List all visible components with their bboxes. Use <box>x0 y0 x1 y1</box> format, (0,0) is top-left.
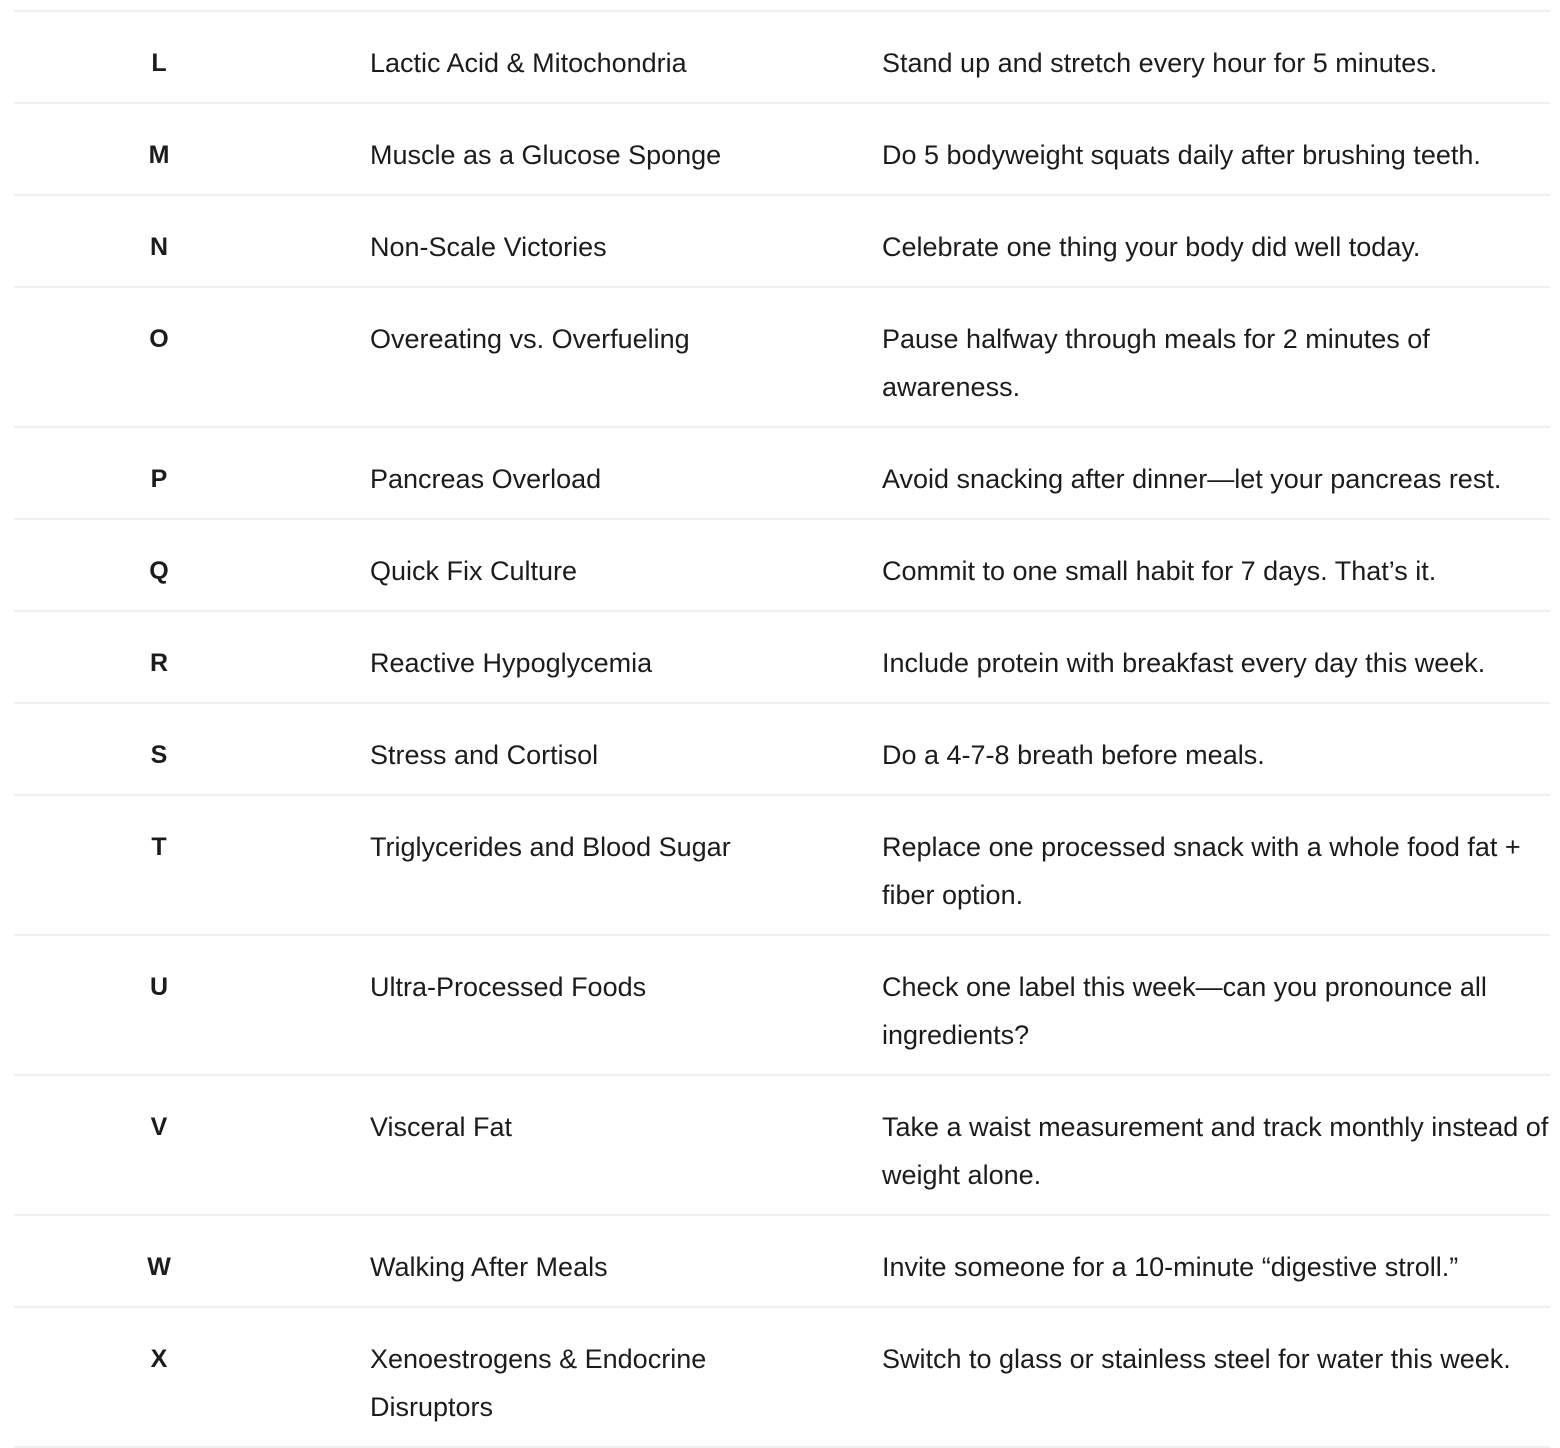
table-row <box>14 12 1550 104</box>
row-concept: Triglycerides and Blood Sugar <box>370 832 731 862</box>
row-letter: P <box>150 465 168 493</box>
row-action: Switch to glass or stainless steel for water this week. <box>882 1344 1511 1374</box>
table-row <box>14 1216 1550 1308</box>
row-action: Check one label this week—can you pronounce all ingredients? <box>882 972 1487 1050</box>
table-row <box>14 612 1550 704</box>
row-letter: N <box>149 233 169 261</box>
table-row <box>14 288 1550 428</box>
table-row <box>14 428 1550 520</box>
row-letter: V <box>150 1113 168 1141</box>
row-action: Pause halfway through meals for 2 minutes of awareness. <box>882 324 1430 402</box>
row-letter: T <box>151 833 167 861</box>
table-row <box>14 704 1550 796</box>
row-concept: Ultra-Processed Foods <box>370 972 647 1002</box>
row-action: Commit to one small habit for 7 days. That’s it. <box>882 556 1437 586</box>
row-concept: Muscle as a Glucose Sponge <box>370 140 722 170</box>
row-concept: Walking After Meals <box>370 1252 608 1282</box>
alphabet-table <box>14 10 1550 1448</box>
table-row <box>14 104 1550 196</box>
row-action: Invite someone for a 10-minute “digestive stroll.” <box>882 1252 1459 1282</box>
table-row <box>14 1076 1550 1216</box>
row-letter: W <box>147 1253 171 1281</box>
table-row <box>14 936 1550 1076</box>
row-action: Replace one processed snack with a whole food fat + fiber option. <box>882 832 1521 910</box>
row-concept: Quick Fix Culture <box>370 556 578 586</box>
row-action: Stand up and stretch every hour for 5 minutes. <box>882 48 1438 78</box>
row-letter: Q <box>149 557 169 585</box>
row-concept: Visceral Fat <box>370 1112 513 1142</box>
row-concept: Xenoestrogens & Endocrine Disruptors <box>370 1344 707 1422</box>
table-row <box>14 520 1550 612</box>
row-concept: Pancreas Overload <box>370 464 602 494</box>
row-concept: Stress and Cortisol <box>370 740 599 770</box>
row-concept: Lactic Acid & Mitochondria <box>370 48 687 78</box>
row-letter: R <box>149 649 169 677</box>
row-action: Do a 4-7-8 breath before meals. <box>882 740 1265 770</box>
row-concept: Reactive Hypoglycemia <box>370 648 653 678</box>
row-letter: U <box>149 973 169 1001</box>
row-letter: L <box>151 49 167 77</box>
row-action: Do 5 bodyweight squats daily after brushing teeth. <box>882 140 1481 170</box>
row-letter: S <box>150 741 168 769</box>
row-letter: O <box>149 325 169 353</box>
table-row <box>14 196 1550 288</box>
row-letter: X <box>150 1345 168 1373</box>
row-action: Avoid snacking after dinner—let your pancreas rest. <box>882 464 1502 494</box>
row-concept: Overeating vs. Overfueling <box>370 324 690 354</box>
row-action: Include protein with breakfast every day this week. <box>882 648 1486 678</box>
table-row <box>14 796 1550 936</box>
row-action: Celebrate one thing your body did well today. <box>882 232 1421 262</box>
row-concept: Non-Scale Victories <box>370 232 607 262</box>
table-row <box>14 1308 1550 1448</box>
row-letter: M <box>148 141 170 169</box>
row-action: Take a waist measurement and track monthly instead of weight alone. <box>882 1112 1549 1190</box>
